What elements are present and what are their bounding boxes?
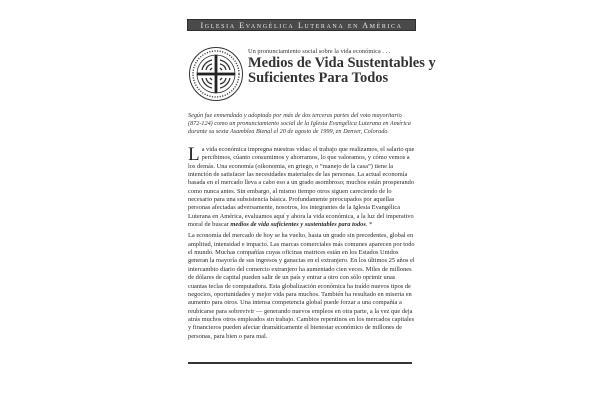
adoption-statement: Según fue enmendado y adoptado por más de dos terceras partes del voto mayoritario (872-124) como un pronunciamiento social de la Iglesia Evangélica Luterana en América durante su sexta Asamblea Bienal el 20 de agosto de 1999, en Denver, Colorado. <box>188 112 411 136</box>
paragraph-1 <box>188 146 416 229</box>
document-body <box>188 146 416 344</box>
elca-cross-seal-icon <box>188 46 244 102</box>
section-divider <box>188 362 412 364</box>
paragraph-2: La economía del mercado de hoy se ha vuelto, hasta un grado sin precedentes, global en amplitud, intensidad e impacto. Las marcas comerciales más comunes aparecen por todo el mundo. Muchas compañías cuyas oficinas matrices están en los Estados Unidos generan la mayoría de sus ingresos y ganacias en el extranjero. En los últimos 25 años el intercambio diario del comercio extranjero ha aumentado cien veces. Miles de millones de dólares de capital pueden salir de un país y entrar a otro con sólo oprimir unas cuantas teclas de computadora. Esta globalización económica ha traído nuevos tipos de negocios, oportunidades y mejor vida para muchos. También ha resultado en miseria en aumento para otros. Una intensa competencia global puede forzar a una compañía a reubicarse para sobrevivir — generando nuevos empleos en otra parte, a la vez que deja atrás muchos otros empleados sin trabajo. Cambios repentinos en los mercados capitales y financieros pueden afectar dramáticamente el bienestar económico de millones de personas, para bien o para mal. <box>188 232 415 340</box>
drop-cap: L <box>188 144 200 165</box>
paragraph-1-end: . * <box>365 221 373 229</box>
paragraph-1-text: a vida económica impregna nuestras vidas: el trabajo que realizamos, el salario que percibimos, cúanto consumimos y ahorramos, lo que valoramos, y cómo vemos a los demás. Una economía (oikonomia, en griego, o “manejo de la casa”) tiene la intención de satisfacer las necesidades materiales de las personas. La actual economía basada en el mercado lleva a cabo eso a un grado asombroso; muchos están prosperando como nunca antes. Sin embargo, al mismo tiempo otros siguen careciendo de lo necesario para una subsistencia básica. Profundamente preocupados por aquellas personas afectadas adversamente, nosotros, los integrantes de la Iglesia Evangélica Luterana en América, evaluamos aquí y ahora la vida económica, a la luz del imperativo moral de buscar <box>188 146 415 229</box>
paragraph-1-emphasis: medios de vida suficientes y sustentables para todos <box>230 221 366 229</box>
organization-banner: Iglesia Evangélica Luterana en América <box>187 19 416 31</box>
document-title: Medios de Vida Sustentables y Suficientes Para Todos <box>248 55 436 86</box>
document-kicker: Un pronunciamiento social sobre la vida económica . . . <box>248 48 391 55</box>
